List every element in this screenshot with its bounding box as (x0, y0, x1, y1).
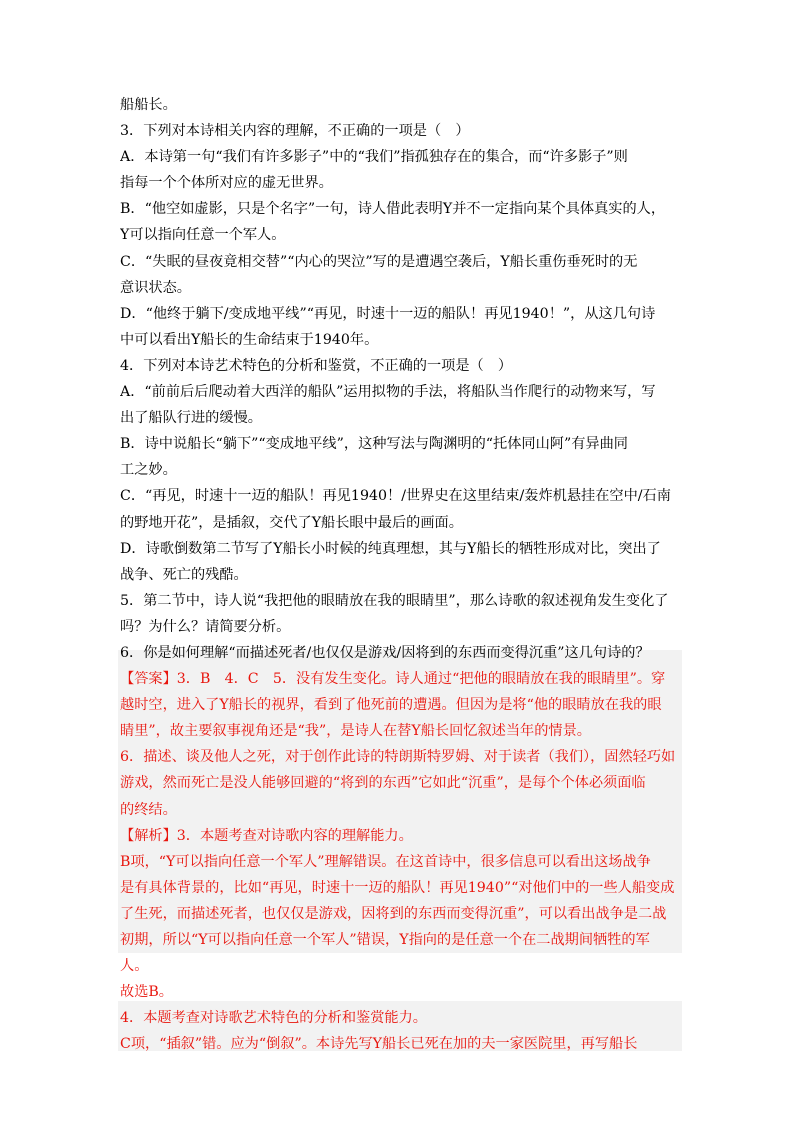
q3-option-c: C．“失眠的昼夜竟相交替”“内心的哭泣”写的是遭遇空袭后，Y船长重伤垂死时的无 (120, 253, 638, 270)
document-body (120, 92, 680, 1057)
question-6: 6．你是如何理解“而描述死者/也仅仅是游戏/因将到的东西而变得沉重”这几句诗的？ (120, 644, 650, 661)
q4-option-a: 出了船队行进的缓慢。 (120, 410, 262, 427)
answer-line: 游戏，然而死亡是没人能够回避的“将到的东西”它如此“沉重”，是每个个体必须面临 (120, 775, 646, 792)
q3-option-a: A．本诗第一句“我们有许多影子”中的“我们”指孤独存在的集合，而“许多影子”则 (120, 149, 628, 166)
answer-line: 越时空，进入了Y船长的视界，看到了他死前的遭遇。但因为是将“他的眼睛放在我的眼 (120, 697, 662, 714)
q4-option-c: 的野地开花”，是插叙，交代了Y船长眼中最后的画面。 (120, 514, 463, 531)
q4-option-c: C．“再见，时速十一迈的船队！再见1940！/世界史在这里结束/轰炸机悬挂在空中/石南 (120, 488, 671, 505)
answer-line: 的终结。 (120, 801, 177, 818)
q3-option-d: 中可以看出Y船长的生命结束于1940年。 (120, 331, 379, 348)
q4-option-b: B．诗中说船长“躺下”“变成地平线”，这种写法与陶渊明的“托体同山阿”有异曲同 (120, 436, 628, 453)
text-line: 船船长。 (120, 97, 177, 113)
answer-line: 【答案】3．B 4．C 5．没有发生变化。诗人通过“把他的眼睛放在我的眼睛里”。穿 (120, 671, 666, 688)
q4-option-a: A．“前前后后爬动着大西洋的船队”运用拟物的手法，将船队当作爬行的动物来写，写 (120, 384, 656, 401)
analysis-line: 4．本题考查对诗歌艺术特色的分析和鉴赏能力。 (120, 1010, 427, 1027)
analysis-line: 初期，所以“Y可以指向任意一个军人”错误，Y指向的是任意一个在二战期间牺牲的军 (120, 932, 650, 948)
question-3-stem: 3．下列对本诗相关内容的理解，不正确的一项是（ ） (120, 123, 470, 140)
q4-option-d: D．诗歌倒数第二节写了Y船长小时候的纯真理想，其与Y船长的牺牲形成对比，突出了 (120, 540, 661, 557)
question-5: 5．第二节中，诗人说“我把他的眼睛放在我的眼睛里”，那么诗歌的叙述视角发生变化了 (120, 592, 669, 609)
analysis-line: 【解析】3．本题考查对诗歌内容的理解能力。 (120, 827, 413, 844)
analysis-line: 人。 (120, 958, 149, 975)
analysis-line: B项，“Y可以指向任意一个军人”理解错误。在这首诗中，很多信息可以看出这场战争 (120, 853, 651, 870)
q4-option-d: 战争、死亡的残酷。 (120, 566, 248, 583)
q3-option-b: B．“他空如虚影，只是个名字”一句，诗人借此表明Y并不一定指向某个具体真实的人， (120, 201, 666, 218)
q4-option-b: 工之妙。 (120, 462, 177, 479)
analysis-line: 是有具体背景的，比如“再见，时速十一迈的船队！再见1940”“对他们中的一些人船变成 (120, 879, 675, 896)
q3-option-b: Y可以指向任意一个军人。 (120, 227, 286, 244)
analysis-line: C项，“插叙”错。应为“倒叙”。本诗先写Y船长已死在加的夫一家医院里，再写船长 (120, 1036, 638, 1053)
answer-line: 6．描述、谈及他人之死，对于创作此诗的特朗斯特罗姆、对于读者（我们），固然轻巧如 (120, 749, 676, 766)
question-4-stem: 4．下列对本诗艺术特色的分析和鉴赏，不正确的一项是（ ） (120, 357, 513, 374)
q3-option-a: 指每一个个体所对应的虚无世界。 (120, 175, 333, 192)
q3-option-c: 意识状态。 (120, 279, 191, 296)
q3-option-d: D．“他终于躺下/变成地平线”“再见，时速十一迈的船队！再见1940！”，从这几句诗 (120, 305, 656, 322)
question-5: 吗？为什么？请简要分析。 (120, 618, 291, 635)
analysis-line: 故选B。 (120, 984, 173, 1001)
analysis-line: 了生死，而描述死者，也仅仅是游戏，因将到的东西而变得沉重”，可以看出战争是二战 (120, 905, 667, 922)
answer-line: 睛里”，故主要叙事视角还是“我”，是诗人在替Y船长回忆叙述当年的情景。 (120, 723, 591, 740)
